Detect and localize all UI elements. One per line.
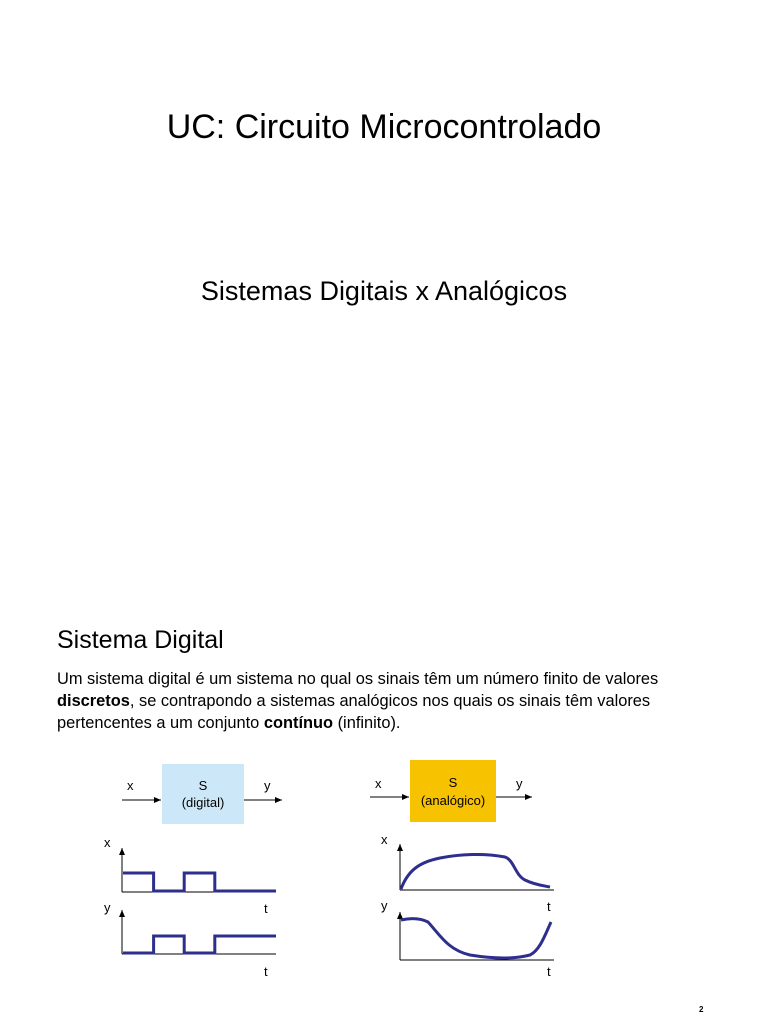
analog-x-signal (401, 854, 550, 889)
digital-y-signal (123, 936, 276, 953)
digital-y-time-label: t (264, 964, 268, 979)
body-text-part: , se contrapondo a sistemas analógicos nos quais os sinais têm valores pertencentes a um conjunto (57, 692, 651, 732)
analog-block-name: S (448, 775, 458, 790)
analog-block-type: (analógico) (420, 793, 486, 808)
digital-x-time-label: t (264, 901, 268, 916)
slide-title: UC: Circuito Microcontrolado (166, 108, 602, 146)
digital-diagram (104, 764, 282, 979)
analog-diagram (370, 760, 554, 979)
analog-plot-y-label: y (381, 898, 388, 913)
digital-input-label: x (127, 778, 134, 793)
body-text-part: (infinito). (333, 714, 401, 732)
digital-x-plot (104, 835, 276, 892)
section-heading: Sistema Digital (57, 626, 224, 654)
body-bold-discretos: discretos (57, 692, 130, 710)
analog-y-signal (401, 919, 551, 958)
analog-block-diagram (370, 760, 532, 822)
analog-system-block (410, 760, 496, 822)
digital-x-signal (123, 873, 276, 891)
body-text-part: Um sistema digital é um sistema no qual os sinais têm um número finito de valores (57, 670, 659, 688)
page-number: 2 (699, 1005, 704, 1014)
digital-system-block (162, 764, 244, 824)
analog-y-time-label: t (547, 964, 551, 979)
analog-y-plot (381, 898, 554, 979)
digital-output-label: y (264, 778, 271, 793)
digital-plot-x-label: x (104, 835, 111, 850)
digital-y-plot (104, 900, 276, 979)
digital-block-type: (digital) (181, 795, 225, 810)
signal-diagrams (0, 740, 768, 990)
analog-plot-x-label: x (381, 832, 388, 847)
digital-block-diagram (122, 764, 282, 824)
analog-output-label: y (516, 776, 523, 791)
digital-block-name: S (198, 778, 208, 793)
body-bold-continuo: contínuo (263, 714, 334, 732)
analog-x-time-label: t (547, 899, 551, 914)
slide-subtitle: Sistemas Digitais x Analógicos (200, 276, 568, 306)
body-paragraph (57, 668, 737, 734)
analog-input-label: x (375, 776, 382, 791)
analog-x-plot (381, 832, 554, 914)
digital-plot-y-label: y (104, 900, 111, 915)
